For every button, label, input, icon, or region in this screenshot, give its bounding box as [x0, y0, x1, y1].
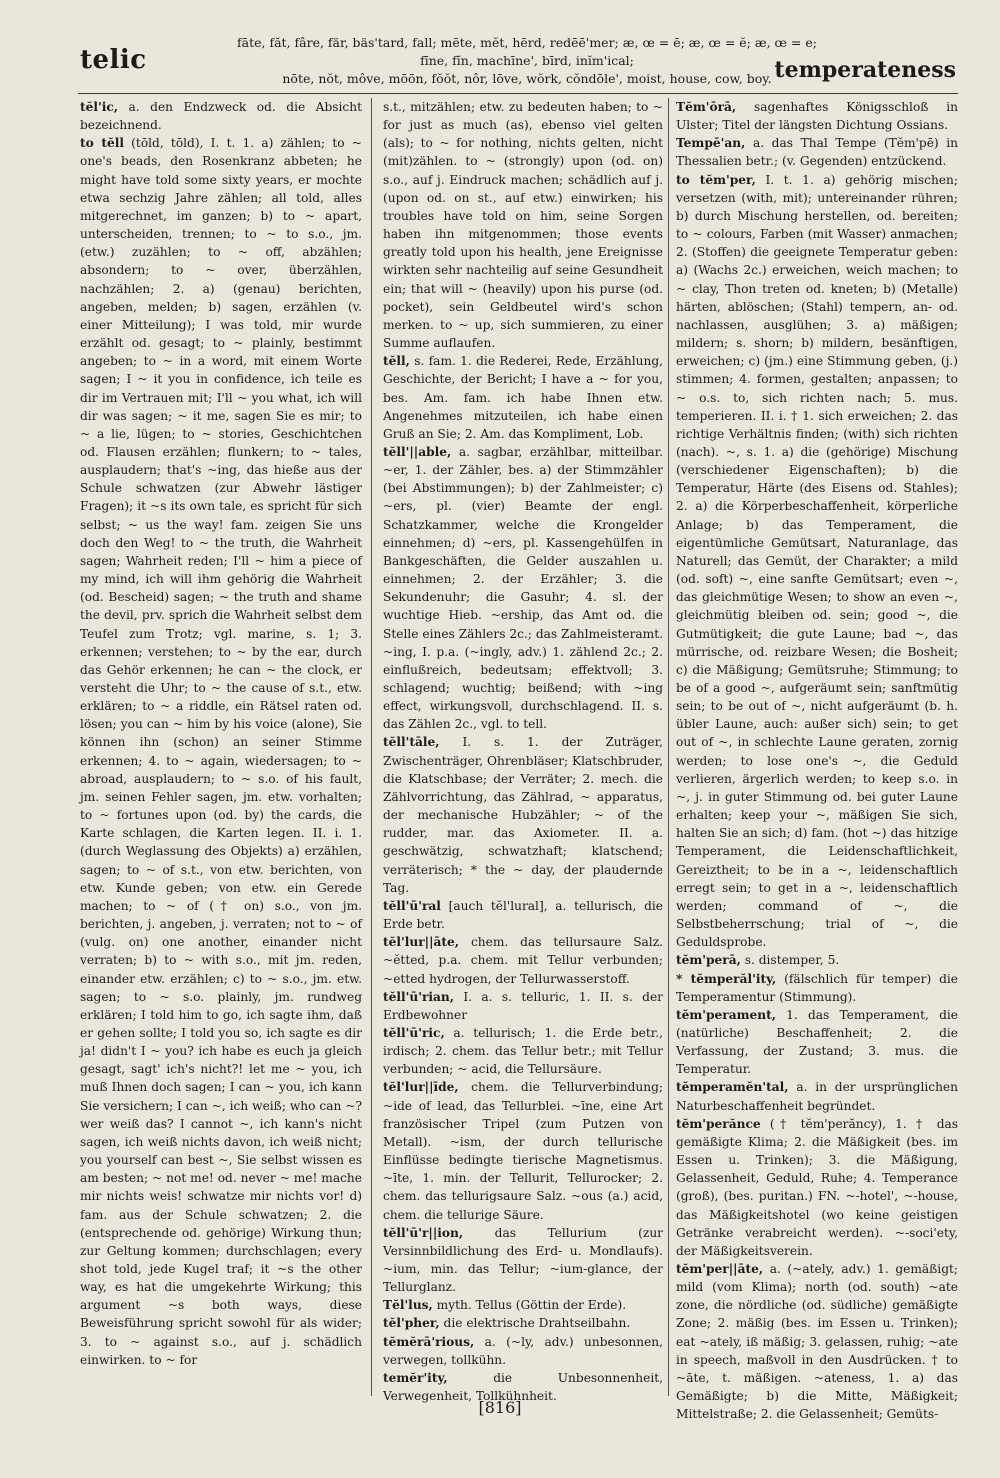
dictionary-entry: [383, 1314, 663, 1332]
entry-definition: I. t. 1. a) gehörig mischen; versetzen (with, mit); untereinander rühren; b) durch Mischung herstellen, od. bereiten; to ~ colours, Farben (mit Wasser) anmachen; 2. (Stoffen) die geeignete Temperatur geben: a) (Wachs 2c.) erweichen, weich machen; to ~ clay, Thon treten od. kneten; b) (Metalle) härten, ablöschen; (Stahl) tempern, an- od. nachlassen, ausglühen; 3. a) mäßigen; mildern; s. shorn; b) mildern, besänftigen, erweichen; c) (jm.) eine Stimmung geben, (j.) stimmen; 4. formen, gestalten; anpassen; to ~ o.s. to, sich richten nach; 5. mus. temperieren. II. i. † 1. sich erweichen; 2. das richtige Verhältnis finden; (with) sich richten (nach). ~, s. 1. a) die (gehörige) Mischung (verschiedener Eigenschaften); b) die Temperatur, Härte (des Eisens od. Stahles); 2. a) die Körperbeschaffenheit, körperliche Anlage; b) das Temperament, die eigentümliche Gemütsart, Naturanlage, das Naturell; das Gemüt, der Charakter; a mild (od. soft) ~, eine sanfte Gemütsart; even ~, das gleichmütige Wesen; to show an even ~, gleichmütig bleiben od. sein; good ~, die Gutmütigkeit; die gute Laune; bad ~, das mürrische, od. reizbare Wesen; die Bosheit; c) die Mäßigung; Gemütsruhe; Stimmung; to be of a good ~, aufgeräumt sein; sanftmütig sein; to be out of ~, nicht aufgeräumt (b. h. übler Laune, auch: außer sich) sein; to get out of ~, in schlechte Laune geraten, zornig werden; to lose one's ~, die Geduld verlieren, ärgerlich werden; to keep s.o. in ~, j. in guter Stimmung od. bei guter Laune erhalten; keep your ~, mäßigen Sie sich, halten Sie an sich; d) fam. (hot ~) das hitzige Temperament, die Leidenschaftlichkeit, Gereiztheit; to be in a ~, leidenschaftlich erregt sein; to get in a ~, leidenschaftlich werden; command of ~, die Selbstbeherrschung; trial of ~, die Geduldsprobe.: [676, 172, 958, 950]
entry-definition: a. das Thal Tempe (Tĕm'pē) in Thessalien betr.; (v. Gegenden) entzückend.: [676, 136, 959, 169]
dictionary-entry: [383, 988, 663, 1024]
dictionary-entry: [676, 1006, 958, 1079]
headword: Tĕl'lus,: [383, 1298, 433, 1313]
dictionary-entry: [383, 897, 663, 933]
headword: tĕll'ū'r||ion,: [383, 1225, 464, 1240]
entry-definition: 1. das Temperament, die (natürliche) Beschaffenheit; 2. die Verfassung, der Zustand; 3. mus. die Temperatur.: [676, 1007, 958, 1077]
entry-definition: die Unbesonnenheit, Verwegenheit, Tollkühnheit.: [383, 1370, 663, 1404]
headword: tĕll'ū'ral: [383, 898, 441, 913]
page-number: [816]: [478, 1398, 522, 1417]
dictionary-entry: [383, 733, 663, 896]
headword: tĕll'ū'ric,: [383, 1025, 445, 1040]
headword: * tĕmperăl'ity,: [676, 971, 777, 986]
headword: tĕl'pher,: [383, 1316, 440, 1331]
dictionary-entry: [383, 1333, 663, 1369]
headword: to tĕll: [80, 136, 124, 151]
entry-definition: [auch tĕl'lural], a. tellurisch, die Erde betr.: [383, 898, 664, 932]
headword: tĕmperamĕn'tal,: [676, 1080, 789, 1095]
headword: temĕr'ity,: [383, 1370, 448, 1385]
headword: tĕmĕrā'rious,: [383, 1334, 475, 1349]
entry-definition: chem. die Tellurverbindung; ~ide of lead, das Tellurblei. ~īne, eine Art französischer Tripel (zum Putzen von Metall). ~ism, der durch tellurische Einflüsse bedingte tierische Magnetismus. ~īte, 1. min. der Tellurit, Tellurocker; 2. chem. das tellurigsaure Salz. ~ous (a.) acid, chem. die tellurige Säure.: [383, 1080, 664, 1222]
entry-definition: a. (~ly, adv.) unbesonnen, verwegen, tollkühn.: [383, 1334, 663, 1367]
headword: tĕm'perā,: [676, 953, 741, 968]
dictionary-entry: [383, 1078, 663, 1223]
dictionary-entry: [383, 352, 663, 443]
entry-definition: (fälschlich für temper) die Temperamentur (Stimmung).: [676, 971, 959, 1004]
headword: tĕll'||able,: [383, 444, 452, 459]
entry-definition: (tōld, tōld), I. t. 1. a) zählen; to ~ one's beads, den Rosenkranz abbeten; he might have told some sixty years, er mochte etwa sechzig Jahre zählen; all told, alles mitgerechnet, im ganzen; b) to ~ apart, unterscheiden, trennen; to ~ to s.o., jm. (etw.) zuzählen; to ~ off, abzählen; absondern; to ~ over, überzählen, nachzählen; 2. a) (genau) berichten, angeben, melden; b) sagen, erzählen (v. einer Mitteilung); I was told, mir wurde erzählt od. gesagt; to ~ plainly, bestimmt angeben; to ~ in a word, mit einem Worte sagen; I ~ it you in confidence, ich teile es dir im Vertrauen mit; I'll ~ you what, ich will dir was sagen; ~ it me, sagen Sie es mir; to ~ a lie, lügen; to ~ stories, Geschichtchen od. Flausen erzählen; flunkern; to ~ tales, ausplaudern; that's ~ing, das hieße aus der Schule schwatzen (zur Abwehr lästiger Fragen); it ~s its own tale, es spricht für sich selbst; ~ us the way! fam. zeigen Sie uns doch den Weg! to ~ the truth, die Wahrheit sagen; Wahrheit reden; I'll ~ him a piece of my mind, ich will ihm gehörig die Wahrheit (od. Bescheid) sagen; ~ the truth and shame the devil, prv. sprich die Wahrheit selbst dem Teufel zum Trotz; vgl. marine, s. 1; 3. erkennen; verstehen; to ~ by the ear, durch das Gehör erkennen; he can ~ the clock, er versteht die Uhr; to ~ the cause of s.t., etw. erklären; to ~ a riddle, ein Rätsel raten od. lösen; you can ~ him by his voice (alone), Sie können ihn (schon) an seiner Stimme erkennen; 4. to ~ again, wiedersagen; to ~ abroad, ausplaudern; to ~ s.o. of his fault, jm. seinen Fehler sagen, jm. etw. vorhalten; to ~ fortunes upon (od. by) the cards, die Karte schlagen, die Karten legen. II. i. 1. (durch Weglassung des Objekts) a) erzählen, sagen; to ~ of s.t., von etw. berichten, von etw. Kunde geben; von etw. ein Gerede machen; to ~ of († on) s.o., von jm. berichten, j. angeben, j. verraten; not to ~ of (vulg. on) one another, einander nicht verraten; b) to ~ with s.o., mit jm. reden, einander etw. erzählen; c) to ~ s.o., jm. etw. sagen; to ~ s.o. plainly, jm. rundweg erklären; I told him to go, ich sagte ihm, daß er gehen sollte; I told you so, ich sagte es dir ja! didn't I ~ you? ich habe es euch ja gleich gesagt, sagt' ich's nicht?! let me ~ you, ich muß Ihnen doch sagen; I can ~ you, ich kann Sie versichern; I can ~, ich weiß; who can ~? wer weiß das? I cannot ~, ich kann's nicht sagen, ich weiß nichts davon, ich weiß nicht; you yourself can best ~, Sie selbst wissen es am besten; ~ not me! od. never ~ me! mache mir nichts weis! schwatze mir nichts vor! d) fam. aus der Schule schwatzen; 2. die (entsprechende od. gehörige) Wirkung thun; zur Geltung kommen; durchschlagen; every shot told, jede Kugel traf; it ~s the other way, es hat die umgekehrte Wirkung; this argument ~s both ways, diese Beweisführung spricht sowohl für als wider; 3. to ~ against s.o., auf j. schädlich einwirken. to ~ for: [80, 136, 362, 1367]
column-divider: [371, 98, 372, 1396]
headword: tĕm'perănce: [676, 1116, 761, 1131]
column-1: [80, 98, 362, 1398]
pronunciation-line: fīne, fĭn, machīne', bīrd, inĭm'ical;: [420, 53, 634, 68]
entry-definition: a. tellurisch; 1. die Erde betr., irdisch; 2. chem. das Tellur betr.; mit Tellur verbunden; ~ acid, die Tellursäure.: [383, 1025, 664, 1077]
entry-definition: († tĕm'perăncy), 1. † das gemäßigte Klima; 2. die Mäßigkeit (bes. im Essen u. Trinken); 3. die Mäßigung, Gelassenheit, Geduld, Ruhe; 4. Temperance (groß), (bes. puritan.) FN. ~-hotel', ~-house, das Mäßigkeitshotel (wo keine geistigen Getränke verabreicht werden). ~-soci'ety, der Mäßigkeitsverein.: [676, 1116, 959, 1258]
column-2: [383, 98, 664, 1404]
pronunciation-line: fāte, făt, fâre, fär, bäs'tard, fall; mēte, mĕt, hērd, redēē'mer; æ, œ = ē; æ, œ = ĕ; æ, œ = e;: [237, 35, 817, 50]
header-rule: [78, 93, 958, 94]
headword: tĕm'perament,: [676, 1007, 776, 1022]
entry-definition: I. a. s. telluric, 1. II. s. der Erdbewohner: [383, 989, 663, 1022]
headword: tĕll'tāle,: [383, 735, 440, 750]
dictionary-entry: [80, 98, 362, 134]
dictionary-entry: [80, 134, 362, 1369]
pronunciation-line: nōte, nŏt, môve, mōōn, fŏŏt, nôr, lōve, wŏrk, cŏndōle', moist, house, cow, boy.: [282, 71, 772, 86]
headword: tĕll,: [383, 354, 410, 369]
dictionary-entry: [676, 98, 958, 134]
entry-definition: a. den Endzweck od. die Absicht bezeichnend.: [80, 100, 363, 133]
headword: tĕll'ū'rian,: [383, 989, 455, 1004]
entry-definition: s. fam. 1. die Rederei, Rede, Erzählung, Geschichte, der Bericht; I have a ~ for you, bes. Am. fam. ich habe Ihnen etw. Angenehmes mitzuteilen, ich habe einen Gruß an Sie; 2. Am. das Kompliment, Lob.: [383, 354, 663, 441]
dictionary-entry: [383, 1296, 663, 1314]
dictionary-entry: [676, 970, 958, 1006]
dictionary-entry: [383, 443, 663, 734]
headword: Tĕm'ōrā,: [676, 100, 737, 114]
dictionary-entry: [676, 1115, 958, 1260]
entry-definition: sagenhaftes Königsschloß in Ulster; Titel der längsten Dichtung Ossians.: [676, 100, 959, 133]
pronunciation-key: [232, 34, 822, 88]
dictionary-entry: [383, 1024, 663, 1078]
dictionary-entry: [383, 933, 663, 987]
headword: to tĕm'per,: [676, 172, 756, 187]
entry-definition: a. sagbar, erzählbar, mitteilbar. ~er, 1. der Zähler, bes. a) der Stimmzähler (bei Abstimmungen); b) der Zahlmeister; c) ~ers, pl. (vier) Beamte der engl. Schatzkammer, welche die Krongelder einnehmen; d) ~ers, pl. Kassengehülfen in Bankgeschäften, die Gelder auszahlen u. einnehmen; 2. der Erzähler; 3. die Sekundenuhr; die Gasuhr; 4. sl. der wuchtige Hieb. ~ership, das Amt od. die Stelle eines Zählers 2c.; das Zahlmeisteramt. ~ing, I. p.a. (~ingly, adv.) 1. zählend 2c.; 2. einflußreich, bedeutsam; effektvoll; 3. schlagend; wuchtig; beißend; with ~ing effect, wirkungsvoll, durchschlagend. II. s. das Zählen 2c., vgl. to tell.: [383, 444, 663, 732]
dictionary-entry: [676, 951, 958, 969]
dictionary-entry: [676, 1078, 958, 1114]
dictionary-entry: [676, 171, 958, 952]
dictionary-entry: [383, 1224, 663, 1297]
entry-definition: s. distemper, 5.: [744, 953, 840, 968]
entry-definition: die elektrische Drahtseilbahn.: [443, 1316, 631, 1331]
entry-definition: myth. Tellus (Göttin der Erde).: [436, 1298, 627, 1313]
entry-definition: das Tellurium (zur Versinnbildlichung des Erd- u. Mondlaufs). ~ium, min. das Tellur; ~ium-glance, der Tellurglanz.: [383, 1225, 664, 1295]
headword: Tempē'an,: [676, 136, 746, 151]
headword: tĕl'lur||āte,: [383, 935, 460, 950]
headword: tĕm'per||āte,: [676, 1262, 764, 1276]
dictionary-entry: [676, 134, 958, 170]
guide-word-right: temperateness: [774, 57, 956, 83]
entry-definition: a. (~ately, adv.) 1. gemäßigt; mild (vom Klima); north (od. south) ~ate zone, die nördliche (od. südliche) gemäßigte Zone; 2. mäßig (bes. im Essen u. Trinken); eat ~ately, iß mäßig; 3. gelassen, ruhig; ~ate in speech, maßvoll in den Ausdrücken. † to ~āte, t. mäßigen. ~ateness, 1. a) das Gemäßigte; b) die Mitte, Mäßigkeit; Mittelstraße; 2. die Gelassenheit; Gemüts-: [676, 1262, 959, 1422]
entry-definition: I. s. 1. der Zuträger, Zwischenträger, Ohrenbläser; Klatschbruder, die Klatschbase; der Verräter; 2. mech. die Zählvorrichtung, das Zählrad, ~ apparatus, der mechanische Hubzähler; ~ of the rudder, mar. das Axiometer. II. a. geschwätzig, schwatzhaft; klatschend; verräterisch; * the ~ day, der plaudernde Tag.: [383, 735, 663, 895]
entry-definition: chem. das tellursaure Salz. ~ĕtted, p.a. chem. mit Tellur verbunden; ~etted hydrogen, der Tellurwasserstoff.: [383, 935, 663, 986]
headword: tĕl'ic,: [80, 100, 119, 114]
headword: tĕl'lur||īde,: [383, 1080, 459, 1095]
entry-definition: s.t., mitzählen; etw. zu bedeuten haben; to ~ for just as much (as), ebenso viel gelten (als); to ~ for nothing, nichts gelten, nicht (mit)zählen. to ~ (strongly) upon (od. on) s.o., auf j. Eindruck machen; schädlich auf j. (upon od. on st., auf etw.) einwirken; his troubles have told on him, seine Sorgen haben ihn mitgenommen; those events greatly told upon his health, jene Ereignisse wirkten sehr nachteilig auf seine Gesundheit ein; that will ~ (heavily) upon his purse (od. pocket), sein Geldbeutel wird's schon merken. to ~ up, sich summieren, zu einer Summe auflaufen.: [383, 100, 663, 351]
dictionary-entry: [383, 98, 663, 352]
guide-word-left: telic: [80, 45, 147, 75]
entry-definition: a. in der ursprünglichen Naturbeschaffenheit begründet.: [676, 1080, 958, 1113]
column-3: [676, 98, 959, 1422]
column-divider: [668, 98, 669, 1396]
